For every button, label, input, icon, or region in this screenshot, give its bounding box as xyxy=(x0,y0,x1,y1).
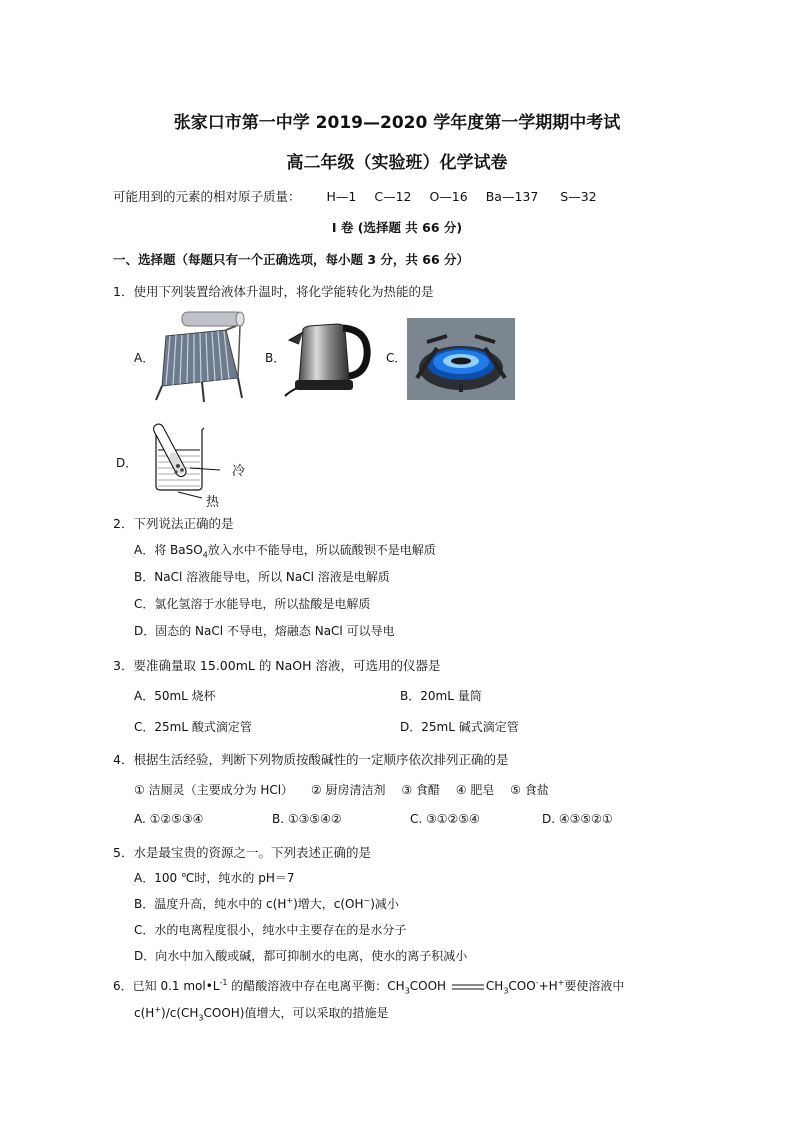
q6-text: c(H xyxy=(134,1006,155,1020)
q1-option-b-label: B． xyxy=(265,351,286,365)
q1-option-a-label: A． xyxy=(134,351,155,365)
q5-option-b-text-mid: )增大，c(OH xyxy=(293,897,364,911)
q4-option-a: A. ①②⑤③④ xyxy=(134,812,204,826)
q2-option-a xyxy=(134,541,436,559)
q6-text: 6．已知 0.1 mol•L xyxy=(113,979,220,993)
q2-option-c: C．氯化氢溶于水能导电，所以盐酸是电解质 xyxy=(134,597,371,611)
q5-option-b xyxy=(134,895,399,912)
q2-option-b: B．NaCl 溶液能导电，所以 NaCl 溶液是电解质 xyxy=(134,570,390,584)
page-subtitle: 高二年级（实验班）化学试卷 xyxy=(286,153,508,173)
electric-kettle-image xyxy=(283,312,373,400)
q3-option-d: D．25mL 碱式滴定管 xyxy=(400,720,519,734)
q5-option-c: C．水的电离程度很小，纯水中主要存在的是水分子 xyxy=(134,923,407,937)
q2-option-d: D．固态的 NaCl 不导电，熔融态 NaCl 可以导电 xyxy=(134,624,395,638)
q5-option-d: D．向水中加入酸或碱，都可抑制水的电离，使水的离子积减小 xyxy=(134,949,468,963)
cold-label: 冷 xyxy=(232,464,246,479)
atomic-mass-item: C—12 xyxy=(374,189,412,204)
q1-option-c-label: C． xyxy=(386,351,407,365)
subscript: 4 xyxy=(202,550,208,560)
superscript: - xyxy=(535,978,539,987)
q4-item: ① 洁厕灵（主要成分为 HCl） xyxy=(134,783,294,797)
q4-item: ② 厨房清洁剂 xyxy=(310,783,386,797)
superscript: − xyxy=(363,896,371,905)
q2-option-a-text: A．将 BaSO xyxy=(134,543,203,557)
q6-text: COOH)值增大，可以采取的措施是 xyxy=(203,1006,389,1020)
question-4-stem: 4．根据生活经验，判断下列物质按酸碱性的一定顺序依次排列正确的是 xyxy=(113,752,509,767)
atomic-mass-item: Ba—137 xyxy=(485,189,539,204)
atomic-mass-item: O—16 xyxy=(429,189,468,204)
q5-option-b-text: B．温度升高，纯水中的 c(H xyxy=(134,897,287,911)
q4-option-b: B. ①③⑤④② xyxy=(272,812,342,826)
q4-item: ⑤ 食盐 xyxy=(510,783,549,797)
q4-option-d: D. ④③⑤②① xyxy=(542,812,613,826)
question-3-stem: 3．要准确量取 15.00mL 的 NaOH 溶液，可选用的仪器是 xyxy=(113,658,441,673)
q6-text: COOH xyxy=(409,979,447,993)
q3-option-c: C．25mL 酸式滴定管 xyxy=(134,720,252,734)
superscript: + xyxy=(154,1005,162,1014)
hot-label: 热 xyxy=(206,495,220,510)
question-1-stem: 1．使用下列装置给液体升温时，将化学能转化为热能的是 xyxy=(113,284,434,299)
q6-text: +H xyxy=(538,979,558,993)
q6-text: 的醋酸溶液中存在电离平衡：CH xyxy=(227,979,405,993)
equilibrium-arrow-icon xyxy=(451,982,485,992)
atomic-masses-line xyxy=(113,187,597,205)
page-title: 张家口市第一中学 2019—2020 学年度第一学期期中考试 xyxy=(173,113,621,133)
q6-text: 要使溶液中 xyxy=(564,979,625,993)
q4-item: ③ 食醋 xyxy=(401,783,440,797)
part-title: Ⅰ 卷 (选择题 共 66 分) xyxy=(331,220,463,235)
superscript: + xyxy=(557,978,565,987)
question-6-line-1 xyxy=(113,977,624,995)
section-title: 一、选择题（每题只有一个正确选项，每小题 3 分，共 66 分） xyxy=(113,252,470,267)
q6-text: CH xyxy=(485,979,504,993)
q3-option-a: A．50mL 烧杯 xyxy=(134,689,216,703)
superscript: -1 xyxy=(219,978,228,987)
superscript: + xyxy=(286,896,294,905)
atomic-mass-item: H—1 xyxy=(326,189,357,204)
solar-water-heater-image xyxy=(152,306,248,404)
question-5-stem: 5．水是最宝贵的资源之一。下列表述正确的是 xyxy=(113,845,371,860)
subscript: 3 xyxy=(503,986,509,996)
q6-text: )/c(CH xyxy=(161,1006,199,1020)
q5-option-a: A．100 ℃时，纯水的 pH＝7 xyxy=(134,871,295,885)
q5-option-b-text-tail: )减小 xyxy=(370,897,399,911)
atomic-mass-item: S—32 xyxy=(560,189,597,204)
question-2-stem: 2．下列说法正确的是 xyxy=(113,516,234,531)
q1-option-d-label: D． xyxy=(116,456,138,470)
question-6-line-2 xyxy=(134,1004,389,1022)
q6-text: COO xyxy=(508,979,536,993)
q4-option-c: C. ③①②⑤④ xyxy=(410,812,480,826)
subscript: 3 xyxy=(198,1013,204,1023)
atomic-masses-intro: 可能用到的元素的相对原子质量： xyxy=(113,189,301,204)
q3-option-b: B．20mL 量筒 xyxy=(400,689,482,703)
q4-items xyxy=(134,781,549,798)
q2-option-a-text-tail: 放入水中不能导电，所以硫酸钡不是电解质 xyxy=(207,543,436,557)
gas-stove-flame-image xyxy=(407,318,515,400)
subscript: 3 xyxy=(404,986,410,996)
q4-item: ④ 肥皂 xyxy=(455,783,495,797)
